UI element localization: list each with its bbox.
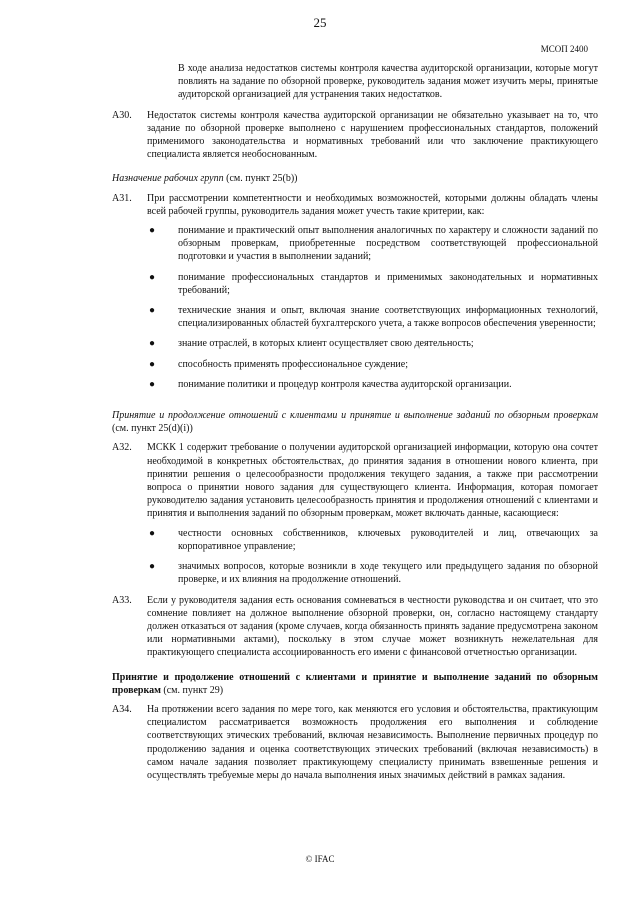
- bullet-dot-icon: ●: [149, 527, 156, 539]
- bullet-dot-icon: ●: [149, 561, 156, 573]
- list-item: ● значимых вопросов, которые возникли в ходе текущего или предыдущего задания по обзорной проверке, и их влияния на продолжение отношений.: [149, 561, 598, 586]
- heading-title: Принятие и продолжение отношений с клиентами и принятие и выполнение заданий по обзорным проверкам: [112, 671, 598, 696]
- bullet-dot-icon: ●: [149, 338, 156, 350]
- bullet-dot-icon: ●: [149, 225, 156, 237]
- paragraph-a30: [112, 109, 598, 162]
- paragraph-text: При рассмотрении компетентности и необходимых возможностей, которыми должны обладать члены всей рабочей группы, руководитель задания может учесть такие критерии, как:: [147, 192, 598, 217]
- list-item: ● понимание и практический опыт выполнения аналогичных по характеру и сложности заданий по обзорным проверкам, приобретенные посредством соответствующей профессиональной подготовки и участия в выполнении заданий;: [149, 225, 598, 263]
- paragraph-text: На протяжении всего задания по мере того, как меняются его условия и обстоятельства, практикующим специалистом рассматривается возможность продолжения его выполнения и соблюдение соответствующих этических требований, включая независимость. Выполнение первичных процедур по продолжению задания и оценка соответствующих этических требований (включая независимость) в самом начале задания позволяет практикующему специалисту принимать взвешенные решения и осуществлять требуемые меры до начала выполнения иных значимых действий в рамках задания.: [147, 703, 598, 781]
- paragraph-number: А33.: [112, 594, 132, 606]
- paragraph-a31: [112, 192, 598, 398]
- list-item: ● технические знания и опыт, включая знание соответствующих информационных технологий, специализированных областей бухгалтерского учета, а также вопросов обеспечения уверенности;: [149, 305, 598, 330]
- paragraph-number: А34.: [112, 703, 132, 715]
- paragraph-a34: [112, 703, 598, 782]
- paragraph-number: А32.: [112, 442, 132, 454]
- section-heading-continuation: [112, 671, 598, 697]
- page-number: 25: [313, 15, 327, 30]
- list-item: ● честности основных собственников, ключевых руководителей и лиц, отвечающих за корпоративное управление;: [149, 527, 598, 552]
- paragraph-number: А30.: [112, 109, 132, 121]
- heading-reference: (см. пункт 25(d)(i)): [112, 423, 193, 435]
- heading-title: Назначение рабочих групп: [112, 173, 224, 185]
- bullet-dot-icon: ●: [149, 305, 156, 317]
- list-item: ● знание отраслей, в которых клиент осуществляет свою деятельность;: [149, 338, 474, 350]
- intro-paragraph: В ходе анализа недостатков системы контроля качества аудиторской организации, которые могут повлиять на задание по обзорной проверке, руководитель задания может изучить меры, принятые аудиторской организацией для устранения таких недостатков.: [178, 63, 598, 101]
- paragraph-text: Если у руководителя задания есть основания сомневаться в честности руководства и он считает, что это сомнение повлияет на должное выполнение обзорной проверки, он, согласно настоящему стандарту должен отказаться от задания (кроме случаев, когда обязанность принять задание предусмотрена законом или нормативными актами), поскольку в этом случае может возникнуть нежелательная для практикующего специалиста ассоциированность его имени с финансовой отчетностью организации.: [147, 594, 598, 659]
- bullet-list: [147, 527, 598, 587]
- bullet-dot-icon: ●: [149, 271, 156, 283]
- section-heading-acceptance: [112, 409, 598, 435]
- heading-reference: (см. пункт 29): [160, 684, 224, 696]
- bullet-list: [147, 224, 598, 391]
- document-code: МСОП 2400: [540, 44, 588, 54]
- heading-title: Принятие и продолжение отношений с клиентами и принятие и выполнение заданий по обзорным проверкам: [112, 410, 598, 422]
- list-item: ● способность применять профессиональное суждение;: [149, 358, 409, 370]
- bullet-dot-icon: ●: [149, 378, 156, 390]
- bullet-dot-icon: ●: [149, 358, 156, 370]
- section-heading-teams: [112, 172, 598, 185]
- paragraph-a33: [112, 594, 598, 660]
- paragraph-text: Недостаток системы контроля качества аудиторской организации не обязательно указывает на то, что задание по обзорной проверке выполнено с нарушением профессиональных стандартов, положений применимого законодательства и нормативных требований или что заключение практикующего специалиста является необоснованным.: [147, 109, 598, 161]
- paragraph-number: А31.: [112, 192, 132, 204]
- paragraph-text: МСКК 1 содержит требование о получении аудиторской организацией информации, которую она сочтет необходимой в конкретных обстоятельствах, до принятия задания в отношении нового клиента, при принятии решения о целесообразности продолжения текущего задания, а также при рассмотрении вопроса о принятии нового задания для существующего клиента. Информация, которая помогает руководителю задания установить целесообразность принятия и продолжения отношений с клиентами и принятия и выполнения заданий по обзорным проверкам, может включать данные, касающиеся:: [147, 442, 598, 520]
- list-item: ● понимание политики и процедур контроля качества аудиторской организации.: [149, 378, 512, 390]
- document-body: [112, 62, 598, 782]
- list-item: ● понимание профессиональных стандартов и применимых законодательных и нормативных требований;: [149, 271, 598, 296]
- heading-reference: (см. пункт 25(b)): [223, 173, 298, 185]
- footer-copyright: © IFAC: [305, 854, 335, 864]
- paragraph-a32: [112, 441, 598, 593]
